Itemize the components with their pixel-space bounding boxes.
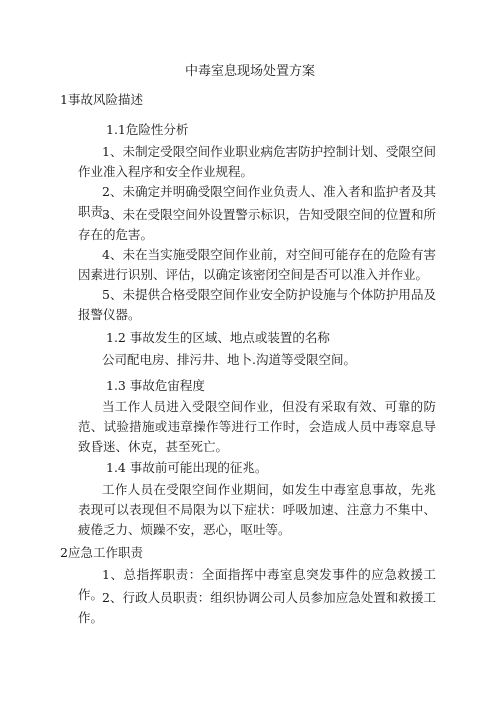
duty-item-1: 1、总指挥职责：全面指挥中毒室息突发事件的应急救援工作。 bbox=[78, 567, 436, 602]
subheading-1-2: 1.2 事故发生的区域、地点或装置的名称 bbox=[106, 330, 330, 345]
section-heading-2: 2应急工作职责 bbox=[60, 545, 143, 560]
risk-item-3: 3、未在受限空间外设置警示标识，告知受限空间的位置和所存在的危害。 bbox=[78, 207, 436, 242]
risk-item-2: 2、未确定并明确受限空间作业负责人、准入者和监护者及其职责。 bbox=[78, 184, 436, 219]
risk-item-1: 1、未制定受限空间作业职业病危害防护控制计划、受限空间作业准入程序和安全作业规程。 bbox=[78, 144, 436, 179]
risk-item-4: 4、未在当实施受限空间作业前，对空间可能存在的危险有害因素进行识别、评估，以确定该密闭空间是否可以准入并作业。 bbox=[78, 247, 436, 282]
location-text: 公司配电房、排污井、地卜.沟道等受限空间。 bbox=[102, 352, 356, 367]
risk-item-5: 5、未提供合格受限空间作业安全防护设施与个体防护用品及报警仪器。 bbox=[78, 287, 436, 322]
subheading-1-1: 1.1危险性分析 bbox=[106, 122, 189, 137]
severity-text: 当工作人员进入受限空间作业，但没有采取有效、可靠的防范、试验措施或违章操作等进行工作时，会造成人员中毒窣息导致昏迷、休克，甚至死亡。 bbox=[78, 399, 436, 454]
symptoms-text: 工作人员在受限空间作业期间，如发生中毒室息事故，先兆表现可以表现但不局限为以下症状：呼吸加速、注意力不集中、疲倦乏力、烦躁不安，恶心，呕吐等。 bbox=[78, 482, 436, 537]
duty-item-2: 2、行政人员职责：组织协调公司人员参加应急处置和救援工作。 bbox=[78, 590, 436, 625]
document-title: 中毒室息现场处置方案 bbox=[184, 64, 315, 79]
section-heading-1: 1事故风险描述 bbox=[60, 92, 143, 107]
subheading-1-3: 1.3 事故危宙程度 bbox=[106, 378, 205, 393]
subheading-1-4: 1.4 事故前可能出现的征兆。 bbox=[106, 460, 268, 475]
